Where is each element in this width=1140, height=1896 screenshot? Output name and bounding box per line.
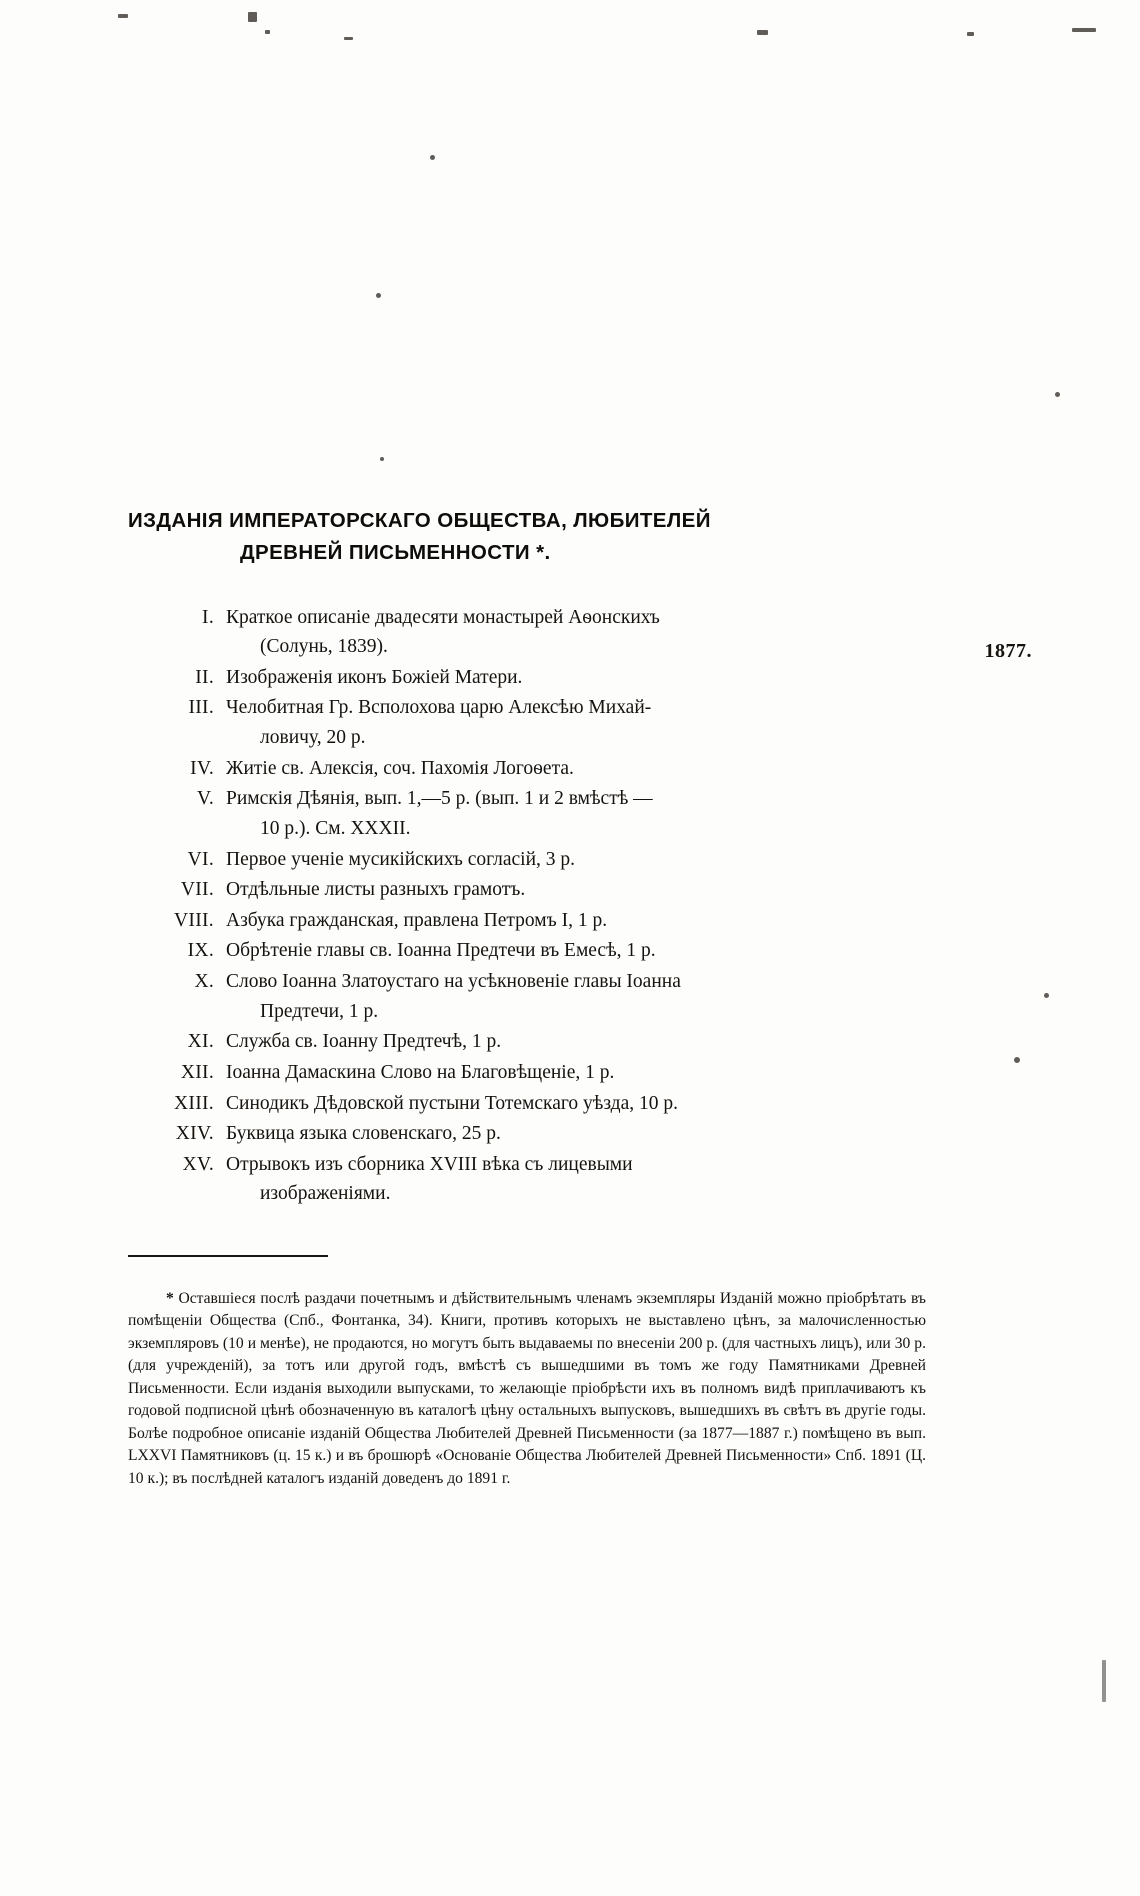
edition-text-cont: Предтечи, 1 р. (260, 1000, 379, 1022)
edition-text-main: Римскія Дѣянія, вып. 1,—5 р. (вып. 1 и 2 вмѣстѣ — (226, 788, 653, 810)
page-title-line-1: ИЗДАНІЯ ИМПЕРАТОРСКАГО ОБЩЕСТВА, ЛЮБИТЕЛЕЙ (128, 509, 711, 532)
list-item (128, 784, 1008, 843)
list-item (128, 663, 1008, 693)
scan-speck (265, 30, 270, 34)
list-item (128, 936, 1008, 966)
edition-text-cont: (Солунь, 1839). (260, 636, 388, 658)
list-item (128, 1058, 1008, 1088)
edition-text (226, 1058, 1008, 1088)
scan-speck (1044, 993, 1049, 998)
edition-text-main: Житіе св. Алексія, соч. Пахомія Логоѳета. (226, 757, 574, 779)
scan-speck (248, 12, 257, 22)
list-item (128, 845, 1008, 875)
scan-speck (1102, 1660, 1106, 1702)
scan-speck (1014, 1057, 1020, 1063)
edition-text-main: Первое ученіе мусикійскихъ согласій, 3 р. (226, 848, 576, 870)
edition-text (226, 1027, 1008, 1057)
scan-speck (967, 32, 974, 36)
edition-text-main: Изображенія иконъ Божіей Матери. (226, 666, 523, 688)
list-item (128, 603, 1008, 662)
edition-text (226, 1119, 1008, 1149)
edition-text-main: Отдѣльные листы разныхъ грамотъ. (226, 879, 526, 901)
edition-text-cont: 10 р.). См. XXXII. (260, 817, 411, 839)
edition-number: VIII. (174, 909, 214, 931)
edition-number: XV. (182, 1153, 214, 1175)
scan-speck (118, 14, 128, 18)
edition-number: X. (194, 971, 214, 993)
edition-text-main: Обрѣтеніе главы св. Іоанна Предтечи въ Емесѣ, 1 р. (226, 940, 656, 962)
list-item (128, 906, 1008, 936)
scan-speck (380, 457, 384, 461)
edition-text (226, 936, 1008, 966)
edition-number: XIV. (175, 1123, 214, 1145)
year-mark: 1877. (984, 639, 1032, 662)
edition-text (226, 693, 1008, 752)
scan-speck (1055, 392, 1060, 397)
list-item (128, 1089, 1008, 1119)
edition-number: XII. (180, 1061, 214, 1083)
page-title (128, 505, 1008, 569)
page-title-line-2: ДРЕВНЕЙ ПИСЬМЕННОСТИ *. (240, 540, 551, 564)
footnote-text: Оставшіеся послѣ раздачи почетнымъ и дѣйствительнымъ членамъ экземпляры Изданій можно пріобрѣтать въ помѣщеніи Общества (Спб., Фонтанка, 34). Книги, противъ которыхъ не выставлено цѣнъ, за малочисленностью экземпляровъ (10 и менѣе), не продаются, но могутъ быть выдаваемы по внесеніи 200 р. (для частныхъ лицъ), или 30 р. (для учрежденій), за тотъ или другой годъ, вмѣстѣ съ вышедшими въ томъ же году Памятниками Древней Письменности. Если изданія выходили выпусками, то желающіе пріобрѣсти ихъ въ полномъ видѣ приплачиваютъ къ годовой подписной цѣнѣ обозначенную въ каталогѣ цѣну остальныхъ выпусковъ, вышедшихъ въ свѣтъ въ другіе годы. Болѣе подробное описаніе изданій Общества Любителей Древней Письменности (за 1877—1887 г.) помѣщено въ вып. LXXVI Памятниковъ (ц. 15 к.) и въ брошюрѣ «Основаніе Общества Любителей Древней Письменности» Спб. 1891 (Ц. 10 к.); въ послѣдней каталогъ изданій доведенъ до 1891 г. (128, 1290, 926, 1487)
list-item (128, 1150, 1008, 1209)
scan-speck (757, 30, 768, 35)
page-content (128, 505, 1032, 1210)
editions-list (128, 603, 1032, 1210)
list-item (128, 693, 1008, 752)
edition-text-main: Азбука гражданская, правлена Петромъ I, 1 р. (226, 909, 608, 931)
scan-speck (376, 293, 381, 298)
edition-text-main: Краткое описаніе двадесяти монастырей Аѳонскихъ (226, 606, 660, 628)
edition-text-main: Служба св. Іоанну Предтечѣ, 1 р. (226, 1031, 502, 1053)
edition-text (226, 754, 1008, 784)
edition-text-main: Челобитная Гр. Всполохова царю Алексѣю Михай- (226, 697, 652, 719)
edition-number: IV. (190, 757, 214, 779)
edition-text (226, 663, 1008, 693)
edition-text-main: Отрывокъ изъ сборника XVIII вѣка съ лицевыми (226, 1153, 633, 1175)
edition-number: I. (202, 606, 214, 628)
edition-number: III. (188, 697, 214, 719)
footnote-marker: * (166, 1290, 174, 1307)
edition-text-cont: ловичу, 20 р. (260, 727, 366, 749)
edition-text (226, 603, 1008, 662)
scan-speck (1072, 28, 1096, 32)
list-item (128, 967, 1008, 1026)
edition-number: XI. (187, 1031, 214, 1053)
edition-number: VI. (187, 848, 214, 870)
edition-text-main: Іоанна Дамаскина Слово на Благовѣщеніе, 1 р. (226, 1061, 615, 1083)
edition-text-main: Слово Іоанна Златоустаго на усѣкновеніе главы Іоанна (226, 971, 681, 993)
edition-number: V. (196, 788, 214, 810)
edition-number: XIII. (174, 1092, 214, 1114)
edition-text-cont: изображеніями. (260, 1183, 391, 1205)
list-item (128, 875, 1008, 905)
footnote-divider (128, 1255, 328, 1257)
edition-number: VII. (180, 879, 214, 901)
edition-text-main: Буквица языка словенскаго, 25 р. (226, 1123, 501, 1145)
list-item (128, 754, 1008, 784)
edition-number: II. (195, 666, 214, 688)
edition-text (226, 784, 1008, 843)
edition-number: IX. (187, 940, 214, 962)
edition-text-main: Синодикъ Дѣдовской пустыни Тотемскаго уѣзда, 10 р. (226, 1092, 679, 1114)
scan-speck (344, 37, 353, 40)
edition-text (226, 845, 1008, 875)
list-item (128, 1119, 1008, 1149)
list-item (128, 1027, 1008, 1057)
scan-speck (430, 155, 435, 160)
edition-text (226, 967, 1008, 1026)
edition-text (226, 906, 1008, 936)
footnote (128, 1288, 926, 1490)
edition-text (226, 1089, 1008, 1119)
edition-text (226, 1150, 1008, 1209)
edition-text (226, 875, 1008, 905)
